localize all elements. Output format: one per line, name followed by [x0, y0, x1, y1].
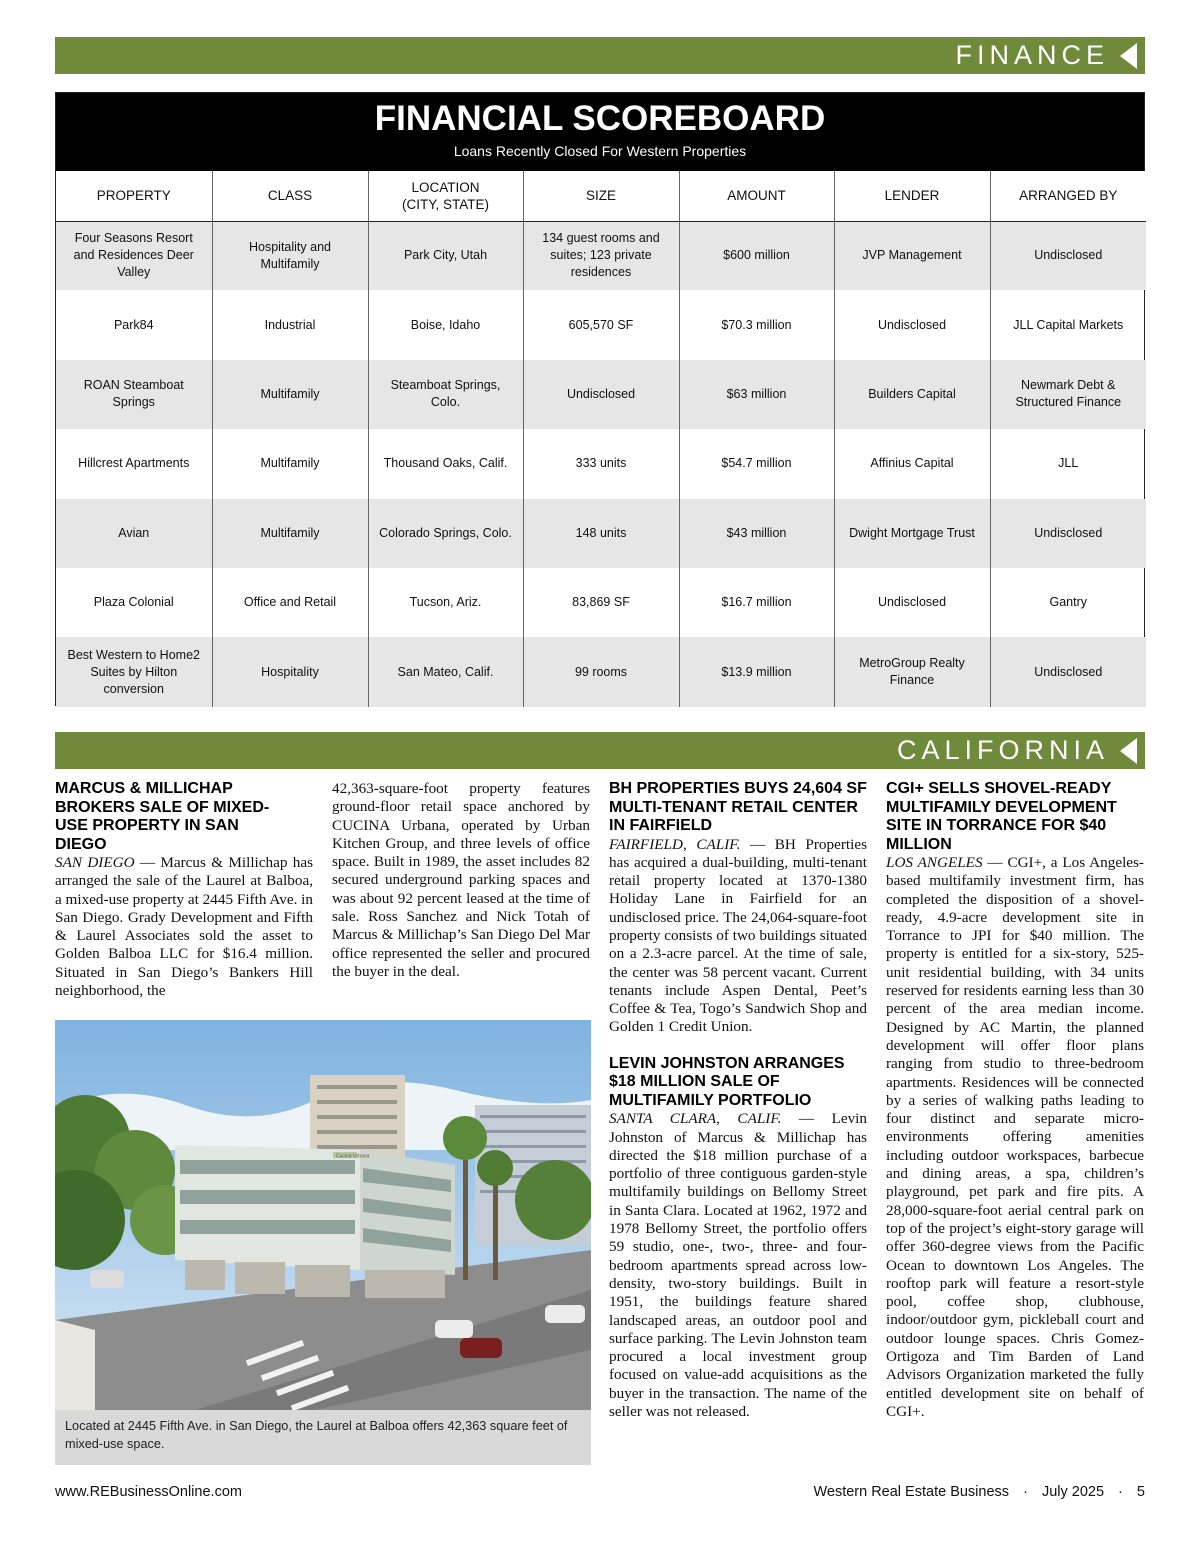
article-body-continued: 42,363-square-foot property features ground-floor retail space anchored by CUCINA Urbana, operated by Urban Kitchen Group, and three levels of office space. Built in 1989, the asset includes 82 secured underground parking spaces and was about 92 percent leased at the time of sale. Ross Sanchez and Nick Totah of Marcus & Millichap’s San Diego Del Mar office represented the seller and procured the buyer in the deal. — [332, 780, 590, 980]
table-cell: Industrial — [212, 290, 368, 359]
finance-section-label: FINANCE — [955, 40, 1109, 70]
article-text: — Levin Johnston of Marcus & Millichap has directed the $18 million purchase of a portfolio of three contiguous garden-style multifamily buildings on Bellomy Street in Santa Clara. Located at 1962, 1972 and 1978 Bellomy Street, the portfolio offers 59 studio, one-, two-, three- and four-bedroom apartments spread across low-density, two-story buildings. Built in 1951, the buildings feature shared landscaped areas, an outdoor pool and surface parking. The Levin Johnston team procured a local investment group focused on value-add acquisitions as the buyer in the transaction. The name of the seller was not released. — [609, 1110, 867, 1421]
article-marcus-col2 — [332, 780, 590, 981]
column-header: ARRANGED BY — [990, 171, 1146, 221]
article-dateline: SAN DIEGO — [55, 854, 135, 871]
table-cell: 134 guest rooms and suites; 123 private residences — [523, 221, 679, 290]
column-header: LENDER — [834, 171, 990, 221]
table-cell: Boise, Idaho — [368, 290, 523, 359]
table-cell: 99 rooms — [523, 637, 679, 706]
article-body — [886, 854, 1144, 1421]
table-cell: Steamboat Springs, Colo. — [368, 360, 523, 429]
article-headline: MARCUS & MILLICHAP BROKERS SALE OF MIXED-USE PROPERTY IN SAN DIEGO — [55, 780, 270, 853]
table-cell: $63 million — [679, 360, 834, 429]
column-header: LOCATION (CITY, STATE) — [368, 171, 523, 221]
table-cell: JLL — [1058, 456, 1079, 471]
table-row — [56, 221, 1146, 290]
table-cell: Multifamily — [212, 429, 368, 498]
white-car — [435, 1320, 473, 1338]
table-cell: $16.7 million — [679, 568, 834, 637]
laurel-at-balboa-photo — [55, 1020, 591, 1465]
article-text: — BH Properties has acquired a dual-building, multi-tenant retail property located at 1370-1380 Holiday Lane in Fairfield for an undisclosed price. The 24,064-square-foot property consists of two buildings situated on a 2.3-acre parcel. At the time of sale, the center was 58 percent vacant. Current tenants include Aspen Dental, Peet’s Coffee & Tea, Togo’s Sandwich Shop and Golden 1 Credit Union. — [609, 835, 867, 1036]
parked-car — [545, 1305, 585, 1323]
table-cell: Avian — [56, 499, 212, 568]
table-cell: San Mateo, Calif. — [368, 637, 523, 706]
table-cell: JVP Management — [834, 221, 990, 290]
table-cell: $13.9 million — [679, 637, 834, 706]
photo-caption: Located at 2445 Fifth Ave. in San Diego, the Laurel at Balboa offers 42,363 square feet of mixed-use space. — [55, 1410, 591, 1465]
table-cell: Colorado Springs, Colo. — [368, 499, 523, 568]
table-cell: Dwight Mortgage Trust — [834, 499, 990, 568]
table-cell: Hillcrest Apartments — [56, 429, 212, 498]
left-arrow-icon — [1120, 43, 1137, 69]
table-cell: Multifamily — [212, 360, 368, 429]
column-header: CLASS — [212, 171, 368, 221]
table-cell: Builders Capital — [834, 360, 990, 429]
table-cell: MetroGroup Realty Finance — [834, 637, 990, 706]
article-headline: CGI+ SELLS SHOVEL-READY MULTIFAMILY DEVELOPMENT SITE IN TORRANCE FOR $40 MILLION — [886, 780, 1117, 853]
table-row — [56, 568, 1146, 637]
table-cell: $600 million — [679, 221, 834, 290]
california-section-bar — [55, 732, 1145, 769]
article-dateline: SANTA CLARA, CALIF. — [609, 1110, 782, 1128]
article-body — [55, 854, 313, 1000]
storefront-sign: Cucina Urbana — [336, 1153, 370, 1160]
table-header-row — [56, 171, 1146, 221]
article-col4 — [886, 780, 1144, 1421]
table-cell: 83,869 SF — [523, 568, 679, 637]
article-dateline: LOS ANGELES — [886, 854, 983, 871]
footer-page-number: 5 — [1136, 1484, 1145, 1500]
scoreboard-title: FINANCIAL SCOREBOARD — [374, 99, 826, 138]
left-arrow-icon — [1120, 738, 1137, 764]
building-photo-illustration — [55, 1020, 591, 1410]
article-dateline: FAIRFIELD, CALIF. — [609, 835, 741, 853]
table-cell: Multifamily — [212, 499, 368, 568]
table-cell: Undisclosed — [990, 499, 1146, 568]
table-row — [56, 290, 1146, 359]
table-cell: Undisclosed — [834, 568, 990, 637]
table-cell: Four Seasons Resort and Residences Deer Valley — [56, 221, 212, 290]
table-cell: $54.7 million — [679, 429, 834, 498]
footer-website: www.REBusinessOnline.com — [55, 1484, 242, 1500]
table-cell: $43 million — [679, 499, 834, 568]
scoreboard-subtitle: Loans Recently Closed For Western Properties — [453, 143, 747, 159]
table-cell: Affinius Capital — [834, 429, 990, 498]
scoreboard-header — [56, 93, 1144, 171]
column-header: PROPERTY — [56, 171, 212, 221]
table-cell: Hospitality — [212, 637, 368, 706]
article-text: — CGI+, a Los Angeles-based multifamily investment firm, has completed the disposition of a shovel-ready, 4.9-acre development site in Torrance to JPI for $40 million. The property is entitled for a six-story, 525-unit residential building, with 34 units reserved for residents earning less than 30 percent of the area median income. Designed by AC Martin, the planned development will offer floor plans ranging from studio to three-bedroom apartments. Residences will be connected by a series of walking paths leading to four distinct and separate micro-environments offering amenities including outdoor workspaces, barbecue and dining areas, a spa, children’s playground, pet park and fire pits. A 28,000-square-foot aerial central park on top of the project’s eight-story garage will offer 360-degree views from the Pacific Ocean to downtown Los Angeles. The rooftop park will feature a resort-style pool, coffee shop, clubhouse, indoor/outdoor gym, pickleball court and outdoor lounge spaces. Chris Gomez-Ortigoza and Tim Barden of Land Advisors Organization marketed the fully entitled development site on behalf of CGI+. — [886, 854, 1144, 1420]
parked-car — [90, 1270, 124, 1288]
column-header: SIZE — [523, 171, 679, 221]
article-marcus-col1 — [55, 780, 313, 1000]
table-cell: Park City, Utah — [368, 221, 523, 290]
article-body — [609, 836, 867, 1037]
table-cell: Undisclosed — [990, 637, 1146, 706]
table-cell: Park84 — [56, 290, 212, 359]
table-cell: Newmark Debt & Structured Finance — [990, 360, 1146, 429]
footer-issue: July 2025 — [1041, 1484, 1105, 1500]
table-cell: Undisclosed — [990, 221, 1146, 290]
footer-separator: · — [1023, 1484, 1028, 1500]
article-headline: LEVIN JOHNSTON ARRANGES $18 MILLION SALE OF MULTIFAMILY PORTFOLIO — [609, 1054, 845, 1109]
table-cell: 148 units — [523, 499, 679, 568]
red-car — [460, 1338, 502, 1358]
table-cell: Hospitality and Multifamily — [212, 221, 368, 290]
table-cell: ROAN Steamboat Springs — [56, 360, 212, 429]
table-row — [56, 499, 1146, 568]
table-cell: Gantry — [1049, 595, 1087, 610]
footer-separator: · — [1118, 1484, 1123, 1500]
table-cell: Thousand Oaks, Calif. — [368, 429, 523, 498]
table-cell: Plaza Colonial — [56, 568, 212, 637]
table-cell: Best Western to Home2 Suites by Hilton conversion — [56, 637, 212, 706]
table-cell: 605,570 SF — [523, 290, 679, 359]
financial-scoreboard — [55, 92, 1145, 706]
table-row — [56, 429, 1146, 498]
table-row — [56, 360, 1146, 429]
table-cell: Tucson, Ariz. — [368, 568, 523, 637]
footer-publication: Western Real Estate Business — [813, 1484, 1010, 1500]
california-section-label: CALIFORNIA — [896, 735, 1109, 765]
table-row — [56, 637, 1146, 706]
finance-section-bar — [55, 37, 1145, 74]
table-cell: $70.3 million — [679, 290, 834, 359]
table-cell: Office and Retail — [212, 568, 368, 637]
article-text: — Marcus & Millichap has arranged the sale of the Laurel at Balboa, a mixed-use property at 2445 Fifth Ave. in San Diego. Grady Development and Fifth & Laurel Associates sold the asset to Golden Balboa LLC for $16.4 million. Situated in San Diego’s Bankers Hill neighborhood, the — [55, 854, 313, 1000]
table-cell: Undisclosed — [523, 360, 679, 429]
scoreboard-table — [56, 171, 1146, 707]
article-col3 — [609, 780, 867, 1421]
table-cell: 333 units — [523, 429, 679, 498]
article-headline: BH PROPERTIES BUYS 24,604 SF MULTI-TENANT RETAIL CENTER IN FAIRFIELD — [609, 780, 867, 834]
table-cell: JLL Capital Markets — [1013, 317, 1124, 332]
footer-publication-info — [813, 1484, 1145, 1500]
table-body — [56, 221, 1146, 707]
table-cell: Undisclosed — [834, 290, 990, 359]
article-body — [609, 1110, 867, 1421]
column-header: AMOUNT — [679, 171, 834, 221]
